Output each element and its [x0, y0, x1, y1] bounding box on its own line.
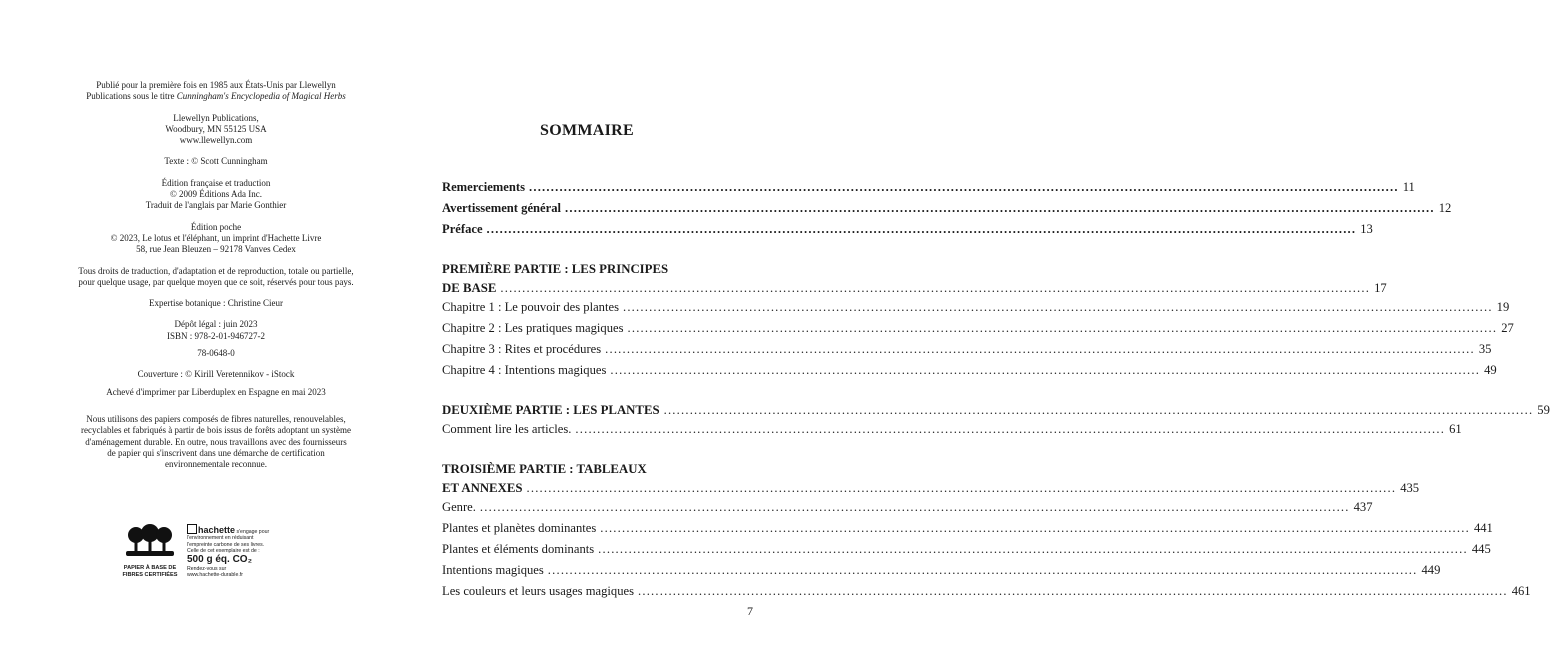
dot-leader: ........................................................................................................................................................................................................ [565, 201, 1435, 215]
eco-line: Nous utilisons des papiers composés de fibres naturelles, renouvelables, [86, 413, 346, 424]
toc-entry-label: Chapitre 4 : Intentions magiques [442, 363, 607, 377]
toc-entry-label: Les couleurs et leurs usages magiques [442, 584, 634, 598]
eco-line: environnementale reconnue. [165, 459, 267, 470]
part-heading[interactable]: TROISIÈME PARTIE : TABLEAUX [442, 462, 647, 476]
toc-entry[interactable] [442, 500, 1373, 521]
certified-paper-mark [117, 524, 183, 578]
botanical-expertise: Expertise botanique : Christine Cieur [149, 298, 283, 309]
printing-note: Achevé d'imprimer par Liberduplex en Espagne en mai 2023 [106, 386, 326, 397]
publisher-address: Woodbury, MN 55125 USA [165, 123, 267, 134]
hachette-text: s'engage pour [236, 529, 270, 535]
toc-entry-page: 449 [1421, 563, 1441, 577]
toc-entry-page: 35 [1478, 342, 1492, 356]
hachette-text: l'environnement en réduisant [187, 535, 254, 542]
legal-deposit: Dépôt légal : juin 2023 [174, 319, 258, 330]
colophon [40, 80, 392, 470]
part-heading-cont: ET ANNEXES [442, 481, 523, 495]
toc-entry[interactable] [442, 321, 1514, 342]
dot-leader: ........................................................................................................................................................................................................ [526, 481, 1397, 495]
toc-entry[interactable] [442, 279, 1387, 300]
eco-line: d'aménagement durable. En outre, nous travaillons avec des fournisseurs [85, 436, 347, 447]
hachette-brand: hachette [198, 525, 236, 535]
toc-entry[interactable] [442, 300, 1510, 321]
toc-title: SOMMAIRE [540, 122, 634, 139]
toc-entry[interactable] [442, 563, 1441, 584]
toc-entry-page: 59 [1537, 403, 1550, 417]
toc-entry[interactable] [442, 222, 1373, 243]
toc-entry-label: Remerciements [442, 180, 525, 194]
french-edition-line: Édition française et traduction [161, 177, 271, 188]
eco-line: de papier qui s'inscrivent dans une démarche de certification [107, 447, 325, 458]
toc-entry-page: 435 [1400, 481, 1420, 495]
toc-entry-page: 437 [1353, 500, 1373, 514]
rights-line: Tous droits de traduction, d'adaptation et de reproduction, totale ou partielle, [78, 265, 354, 276]
dot-leader: ........................................................................................................................................................................................................ [638, 584, 1508, 598]
dot-leader: ........................................................................................................................................................................................................ [547, 563, 1418, 577]
toc-entry[interactable] [442, 422, 1462, 443]
toc-entry[interactable] [442, 521, 1493, 542]
dot-leader: ........................................................................................................................................................................................................ [598, 542, 1468, 556]
toc-entry-label: Chapitre 3 : Rites et procédures [442, 342, 602, 356]
dot-leader: ........................................................................................................................................................................................................ [622, 300, 1493, 314]
toc-entry-page: 61 [1449, 422, 1462, 436]
french-edition-line: © 2009 Éditions Ada Inc. [169, 189, 263, 200]
hachette-site-url: www.hachette-durable.fr [187, 572, 243, 579]
isbn: ISBN : 978-2-01-946727-2 [167, 330, 265, 341]
toc-entry[interactable] [442, 401, 1550, 422]
dot-leader: ........................................................................................................................................................................................................ [500, 281, 1371, 295]
toc-entry-label: Chapitre 1 : Le pouvoir des plantes [442, 300, 619, 314]
pub-line-prefix: Publications sous le titre [86, 91, 177, 102]
toc-entry[interactable] [442, 342, 1492, 363]
toc-entry-page: 11 [1402, 180, 1415, 194]
dot-leader: ........................................................................................................................................................................................................ [663, 403, 1534, 417]
pub-line [40, 91, 392, 102]
toc-entry[interactable] [442, 363, 1497, 384]
dot-leader: ........................................................................................................................................................................................................ [575, 422, 1446, 436]
certified-paper-label [117, 565, 183, 578]
toc-entry[interactable] [442, 542, 1491, 563]
toc-entry-label: Préface [442, 222, 483, 236]
cert-label-line: PAPIER À BASE DE [123, 565, 177, 571]
toc-entry-label: Comment lire les articles. [442, 422, 572, 436]
page-number: 7 [747, 604, 753, 618]
hachette-text: l'empreinte carbone de ses livres. [187, 541, 265, 548]
pocket-edition-line: Édition poche [190, 221, 242, 232]
part-heading-cont: DE BASE [442, 281, 497, 295]
hachette-text: Celle de cet exemplaire est de : [187, 547, 260, 554]
table-of-contents [442, 180, 1550, 605]
carbon-amount: 500 g éq. CO₂ [187, 554, 253, 566]
pub-line: Publié pour la première fois en 1985 aux États-Unis par Llewellyn [96, 80, 336, 90]
dot-leader: ........................................................................................................................................................................................................ [627, 321, 1498, 335]
publisher-website: www.llewellyn.com [179, 135, 253, 146]
trees-icon [124, 524, 176, 558]
hachette-site-line: Rendez-vous sur [187, 566, 227, 573]
dot-leader: ........................................................................................................................................................................................................ [529, 180, 1399, 194]
toc-entry[interactable] [442, 584, 1531, 605]
eco-line: recyclables et fabriqués à partir de bois issus de forêts adoptant un système [81, 425, 351, 436]
part-heading: DEUXIÈME PARTIE : LES PLANTES [442, 403, 660, 417]
toc-entry-page: 13 [1360, 222, 1373, 236]
toc-entry-label: Plantes et planètes dominantes [442, 521, 597, 535]
hachette-statement [187, 524, 287, 579]
toc-entry-label: Plantes et éléments dominants [442, 542, 595, 556]
dot-leader: ........................................................................................................................................................................................................ [600, 521, 1470, 535]
dot-leader: ........................................................................................................................................................................................................ [479, 500, 1350, 514]
reference-code: 78-0648-0 [197, 348, 235, 359]
toc-entry-label: Genre. [442, 500, 476, 514]
cert-label-line: FIBRES CERTIFIÉES [122, 571, 178, 578]
dot-leader: ........................................................................................................................................................................................................ [610, 363, 1481, 377]
translator-credit: Traduit de l'anglais par Marie Gonthier [145, 200, 287, 211]
dot-leader: ........................................................................................................................................................................................................ [605, 342, 1475, 356]
toc-entry[interactable] [442, 479, 1420, 500]
toc-entry-page: 17 [1374, 281, 1387, 295]
pocket-edition-line: © 2023, Le lotus et l'éléphant, un imprint d'Hachette Livre [110, 232, 322, 243]
publisher-name: Llewellyn Publications, [173, 112, 259, 123]
original-title: Cunningham's Encyclopedia of Magical Herbs [176, 91, 346, 102]
cover-credit: Couverture : © Kirill Veretennikov - iStock [137, 369, 295, 380]
dot-leader: ........................................................................................................................................................................................................ [486, 222, 1357, 236]
part-heading[interactable]: PREMIÈRE PARTIE : LES PRINCIPES [442, 262, 669, 276]
toc-entry-page: 12 [1438, 201, 1452, 215]
pocket-edition-line: 58, rue Jean Bleuzen – 92178 Vanves Cedex [136, 244, 296, 255]
toc-entry-page: 441 [1473, 521, 1493, 535]
toc-entry-page: 49 [1484, 363, 1497, 377]
eco-badge [117, 524, 287, 594]
toc-entry[interactable] [442, 201, 1452, 222]
toc-entry-page: 445 [1471, 542, 1491, 556]
toc-entry[interactable] [442, 180, 1415, 201]
toc-entry-page: 19 [1496, 300, 1510, 314]
toc-entry-page: 27 [1501, 321, 1514, 335]
toc-entry-label: Intentions magiques [442, 563, 544, 577]
rights-line: pour quelque usage, par quelque moyen que ce soit, réservés pour tous pays. [78, 276, 354, 287]
hachette-logo-icon [187, 524, 197, 534]
text-credit: Texte : © Scott Cunningham [164, 156, 268, 167]
toc-entry-label: Avertissement général [442, 201, 562, 215]
toc-entry-label: Chapitre 2 : Les pratiques magiques [442, 321, 624, 335]
toc-entry-page: 461 [1511, 584, 1531, 598]
